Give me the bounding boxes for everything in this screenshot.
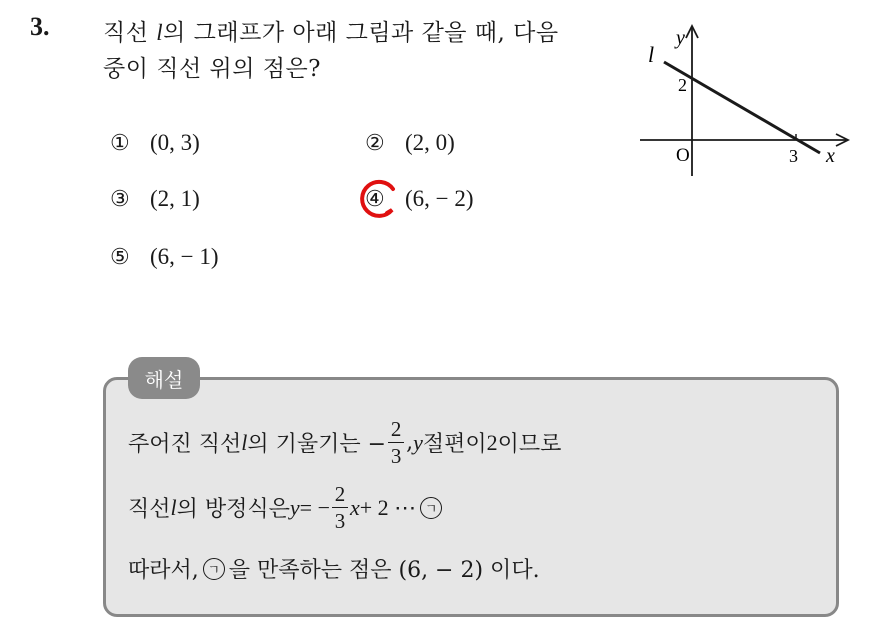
solution-text: = − — [299, 494, 330, 520]
option-mark — [365, 187, 405, 212]
solution-text: 직선 — [128, 497, 171, 523]
fraction-denominator: 3 — [390, 444, 402, 469]
option-value: (2, 0) — [405, 130, 455, 155]
slope-fraction — [388, 418, 404, 467]
option-value: (6, − 1) — [150, 244, 219, 269]
y-variable: y — [289, 494, 300, 520]
question-text-part: 의 그래프가 아래 그림과 같을 때, 다음 — [163, 20, 559, 46]
solution-text: 의 기울기는 − — [247, 432, 387, 458]
y-intercept-label: 2 — [678, 75, 687, 95]
solution-text: 을 만족하는 점은 (6, − 2) 이다. — [228, 558, 540, 583]
solution-text: , — [406, 430, 414, 456]
option-5[interactable] — [110, 244, 219, 270]
solution-line-2 — [128, 483, 446, 532]
solution-line-3 — [128, 553, 540, 584]
question-text-line-1 — [103, 14, 559, 47]
line-variable: l — [241, 429, 248, 455]
circled-giyeok-icon: ㄱ — [203, 558, 225, 580]
solution-line-1 — [128, 418, 561, 467]
question-text-part: 직선 — [103, 20, 157, 46]
x-intercept-label: 3 — [789, 146, 798, 166]
line-variable: l — [156, 20, 164, 45]
solution-text: 의 방정식은 — [176, 497, 290, 523]
x-variable: x — [350, 494, 360, 520]
slope-fraction — [332, 483, 348, 532]
y-intercept-value: 2 — [486, 429, 498, 455]
option-mark: ③ — [110, 186, 130, 212]
selected-answer-circle-icon — [353, 175, 403, 225]
option-1[interactable] — [110, 130, 200, 156]
x-axis-label: x — [826, 145, 835, 167]
question-number: 3. — [30, 12, 50, 41]
line-label: l — [648, 42, 655, 67]
option-mark: ⑤ — [110, 244, 130, 270]
option-mark: ② — [365, 130, 385, 156]
option-3[interactable] — [110, 186, 200, 212]
option-2[interactable] — [365, 130, 455, 156]
solution-text: 절편이 — [422, 432, 487, 458]
line-variable: l — [170, 494, 177, 520]
solution-text: 주어진 직선 — [128, 432, 242, 458]
solution-text: 따라서, — [128, 558, 199, 583]
option-value: (2, 1) — [150, 186, 200, 211]
fraction-numerator: 2 — [390, 417, 402, 441]
option-4[interactable] — [365, 186, 474, 212]
fraction-denominator: 3 — [334, 509, 346, 534]
circled-giyeok-icon: ㄱ — [420, 497, 442, 519]
solution-tab: 해설 — [128, 357, 200, 399]
fraction-numerator: 2 — [334, 482, 346, 506]
y-variable: y — [413, 429, 423, 455]
option-value: (0, 3) — [150, 130, 200, 155]
option-value: (6, − 2) — [405, 186, 474, 211]
y-axis-label: y — [676, 27, 685, 49]
solution-text: 이므로 — [497, 432, 562, 458]
solution-text: + 2 ⋯ — [359, 494, 417, 520]
question-text-line-2: 중이 직선 위의 점은? — [103, 56, 322, 82]
option-mark-text: ④ — [365, 186, 385, 212]
option-mark: ① — [110, 130, 130, 156]
line-graph — [638, 22, 858, 182]
origin-label: O — [676, 145, 690, 166]
